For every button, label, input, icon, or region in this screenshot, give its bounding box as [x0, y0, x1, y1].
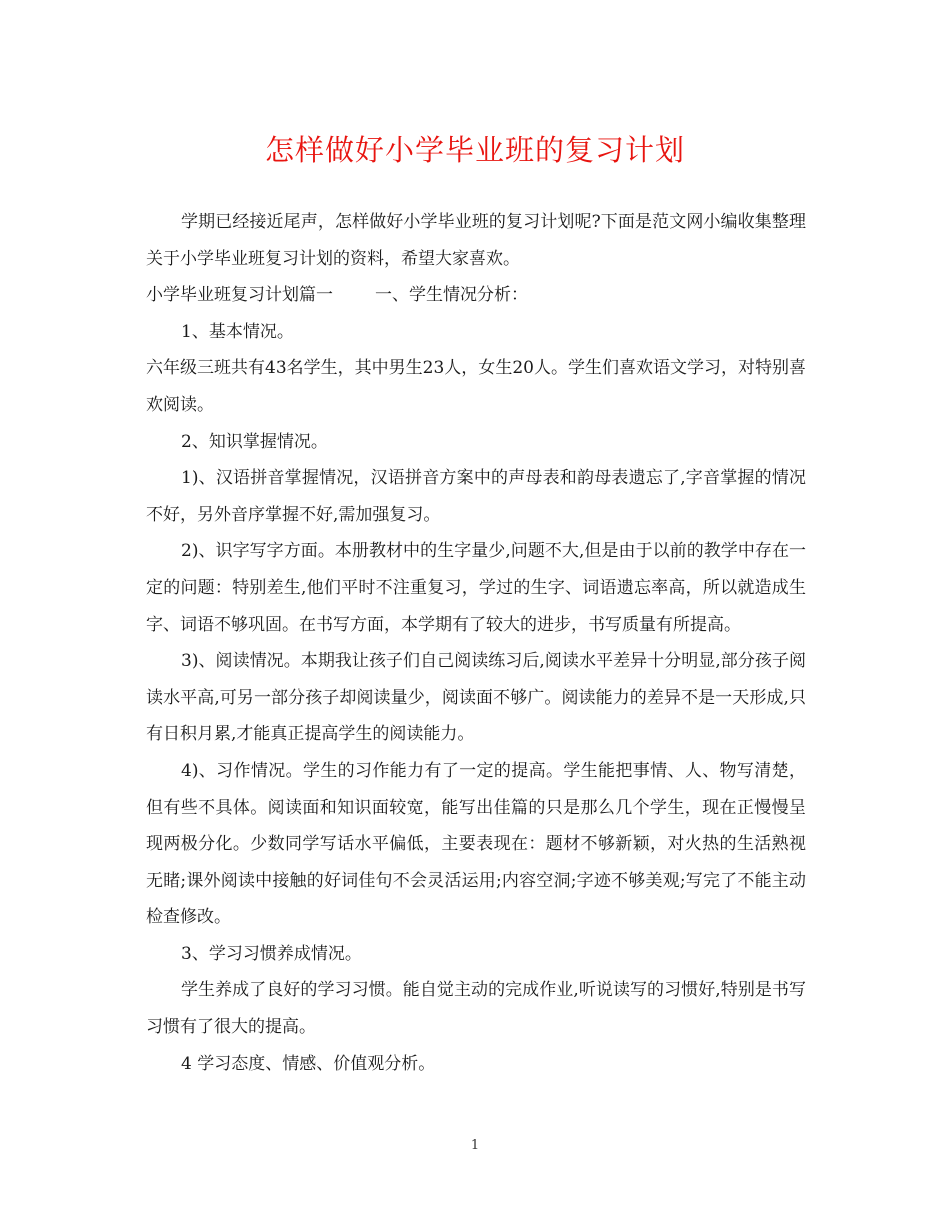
paragraph-characters: 2)、识字写字方面。本册教材中的生字量少,问题不大,但是由于以前的教学中存在一定的问题：特别差生,他们平时不注重复习，学过的生字、词语遗忘率高，所以就造成生字、词语不够巩固。在书写方面，本学期有了较大的进步，书写质量有所提高。 [146, 541, 806, 635]
paragraph-pinyin: 1)、汉语拼音掌握情况，汉语拼音方案中的声母表和韵母表遗忘了,字音掌握的情况不好，另外音序掌握不好,需加强复习。 [146, 468, 806, 525]
page-number: 1 [470, 1138, 480, 1153]
intro-paragraph: 学期已经接近尾声，怎样做好小学毕业班的复习计划呢?下面是范文网小编收集整理关于小学毕业班复习计划的资料，希望大家喜欢。 [146, 212, 806, 269]
document-body [146, 204, 806, 1082]
subheading-habits: 3、学习习惯养成情况。 [181, 943, 362, 964]
subheading-basic-info: 1、基本情况。 [181, 321, 294, 342]
section-heading-line [146, 277, 806, 314]
document-title: 怎样做好小学毕业班的复习计划 [264, 133, 685, 167]
paragraph-class-info: 六年级三班共有43名学生，其中男生23人，女生20人。学生们喜欢语文学习，对特别喜欢阅读。 [146, 358, 806, 415]
paragraph-writing: 4)、习作情况。学生的习作能力有了一定的提高。学生能把事情、人、物写清楚，但有些不具体。阅读面和知识面较宽，能写出佳篇的只是那么几个学生，现在正慢慢呈现两极分化。少数同学写话水平偏低，主要表现在：题材不够新颖，对火热的生活熟视无睹;课外阅读中接触的好词佳句不会灵活运用;内容空洞;字迹不够美观;写完了不能主动检查修改。 [146, 760, 806, 928]
section-heading-right: 一、学生情况分析： [375, 285, 528, 306]
paragraph-habits: 学生养成了良好的学习习惯。能自觉主动的完成作业,听说读写的习惯好,特别是书写习惯有了很大的提高。 [146, 980, 806, 1038]
paragraph-reading: 3)、阅读情况。本期我让孩子们自己阅读练习后,阅读水平差异十分明显,部分孩子阅读水平高,可另一部分孩子却阅读量少，阅读面不够广。阅读能力的差异不是一天形成,只有日积月累,才能真正提高学生的阅读能力。 [146, 651, 806, 745]
subheading-knowledge: 2、知识掌握情况。 [181, 431, 328, 452]
subheading-attitude: 4 学习态度、情感、价值观分析。 [181, 1053, 436, 1074]
section-heading-left: 小学毕业班复习计划篇一 [146, 285, 333, 306]
